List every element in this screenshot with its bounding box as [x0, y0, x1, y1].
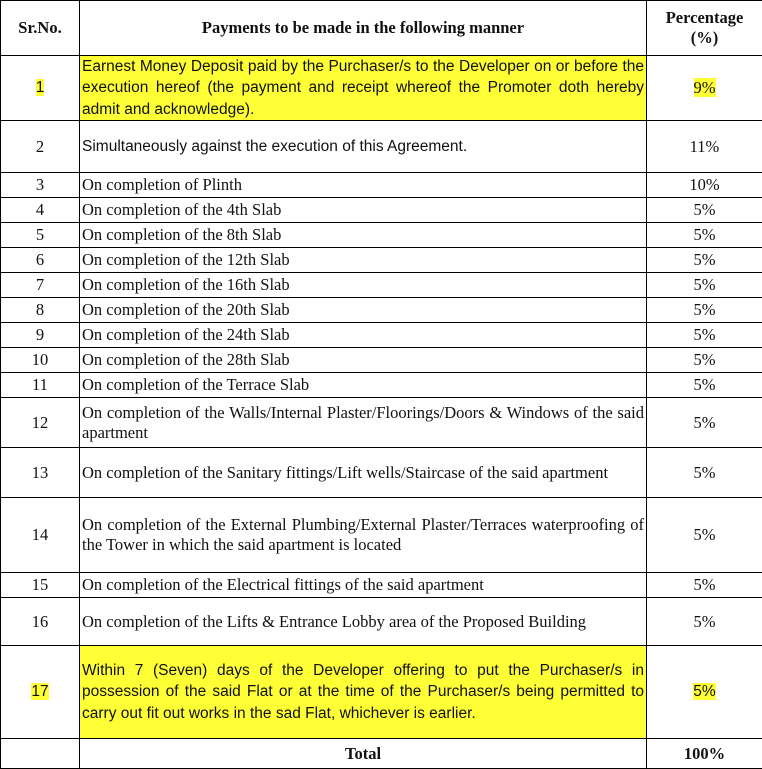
row-description: On completion of the 4th Slab — [80, 198, 647, 223]
row-description: On completion of the 12th Slab — [80, 248, 647, 273]
total-label: Total — [80, 739, 647, 769]
header-description: Payments to be made in the following manner — [80, 1, 647, 56]
row-sr-value: 1 — [36, 79, 45, 96]
row-sr: 2 — [1, 121, 80, 173]
row-description: On completion of the Terrace Slab — [80, 373, 647, 398]
total-row — [1, 739, 762, 769]
header-percentage — [647, 1, 762, 56]
row-description: On completion of the 16th Slab — [80, 273, 647, 298]
row-sr: 10 — [1, 348, 80, 373]
row-percentage — [647, 646, 762, 739]
table-row — [1, 248, 762, 273]
row-sr — [1, 646, 80, 739]
table-row — [1, 56, 762, 121]
table-row — [1, 573, 762, 598]
table-row — [1, 646, 762, 739]
table-row — [1, 121, 762, 173]
row-percentage: 5% — [647, 573, 762, 598]
row-percentage: 5% — [647, 498, 762, 573]
table-row — [1, 398, 762, 448]
table-row — [1, 598, 762, 646]
table-row — [1, 273, 762, 298]
row-sr: 12 — [1, 398, 80, 448]
row-sr: 8 — [1, 298, 80, 323]
total-sr-empty — [1, 739, 80, 769]
row-sr: 4 — [1, 198, 80, 223]
row-percentage: 5% — [647, 323, 762, 348]
row-sr: 11 — [1, 373, 80, 398]
row-sr: 9 — [1, 323, 80, 348]
row-description: On completion of the 24th Slab — [80, 323, 647, 348]
row-description: On completion of the External Plumbing/External Plaster/Terraces waterproofing of the Tower in which the said apartment is located — [80, 498, 647, 573]
row-percentage: 10% — [647, 173, 762, 198]
row-description: Earnest Money Deposit paid by the Purchaser/s to the Developer on or before the execution hereof (the payment and receipt whereof the Promoter doth hereby admit and acknowledge). — [80, 56, 647, 121]
header-row — [1, 1, 762, 56]
table-row — [1, 198, 762, 223]
row-percentage: 5% — [647, 198, 762, 223]
row-description: Within 7 (Seven) days of the Developer offering to put the Purchaser/s in possession of the said Flat or at the time of the Purchaser/s being permitted to carry out fit out works in the sad Flat, whichever is earlier. — [80, 646, 647, 739]
row-sr: 5 — [1, 223, 80, 248]
table-row — [1, 173, 762, 198]
header-percentage-label: Percentage — [666, 8, 744, 27]
row-description: On completion of the 8th Slab — [80, 223, 647, 248]
row-sr: 16 — [1, 598, 80, 646]
row-percentage: 5% — [647, 598, 762, 646]
row-percentage-value: 5% — [693, 683, 715, 700]
table-row — [1, 373, 762, 398]
header-percentage-unit: (%) — [691, 28, 719, 47]
row-percentage: 5% — [647, 273, 762, 298]
row-percentage: 5% — [647, 248, 762, 273]
row-sr: 3 — [1, 173, 80, 198]
table-row — [1, 298, 762, 323]
row-sr: 15 — [1, 573, 80, 598]
row-percentage: 5% — [647, 298, 762, 323]
header-sr-no: Sr.No. — [1, 1, 80, 56]
row-percentage: 5% — [647, 398, 762, 448]
row-description: On completion of the Sanitary fittings/Lift wells/Staircase of the said apartment — [80, 448, 647, 498]
row-description: On completion of the Lifts & Entrance Lobby area of the Proposed Building — [80, 598, 647, 646]
row-description: On completion of the 28th Slab — [80, 348, 647, 373]
row-sr: 7 — [1, 273, 80, 298]
row-description: On completion of Plinth — [80, 173, 647, 198]
row-sr-value: 17 — [31, 683, 48, 700]
total-percentage: 100% — [647, 739, 762, 769]
row-description: On completion of the Walls/Internal Plaster/Floorings/Doors & Windows of the said apartment — [80, 398, 647, 448]
table-row — [1, 498, 762, 573]
table-row — [1, 448, 762, 498]
row-percentage: 11% — [647, 121, 762, 173]
row-percentage-value: 9% — [694, 78, 716, 97]
row-percentage: 5% — [647, 223, 762, 248]
row-description: Simultaneously against the execution of this Agreement. — [80, 121, 647, 173]
table-row — [1, 323, 762, 348]
row-percentage: 5% — [647, 448, 762, 498]
row-description: On completion of the 20th Slab — [80, 298, 647, 323]
row-sr: 6 — [1, 248, 80, 273]
row-percentage: 5% — [647, 373, 762, 398]
row-percentage: 5% — [647, 348, 762, 373]
table-row — [1, 348, 762, 373]
row-sr: 14 — [1, 498, 80, 573]
table-row — [1, 223, 762, 248]
row-sr: 13 — [1, 448, 80, 498]
row-description: On completion of the Electrical fittings of the said apartment — [80, 573, 647, 598]
row-sr — [1, 56, 80, 121]
row-percentage — [647, 56, 762, 121]
